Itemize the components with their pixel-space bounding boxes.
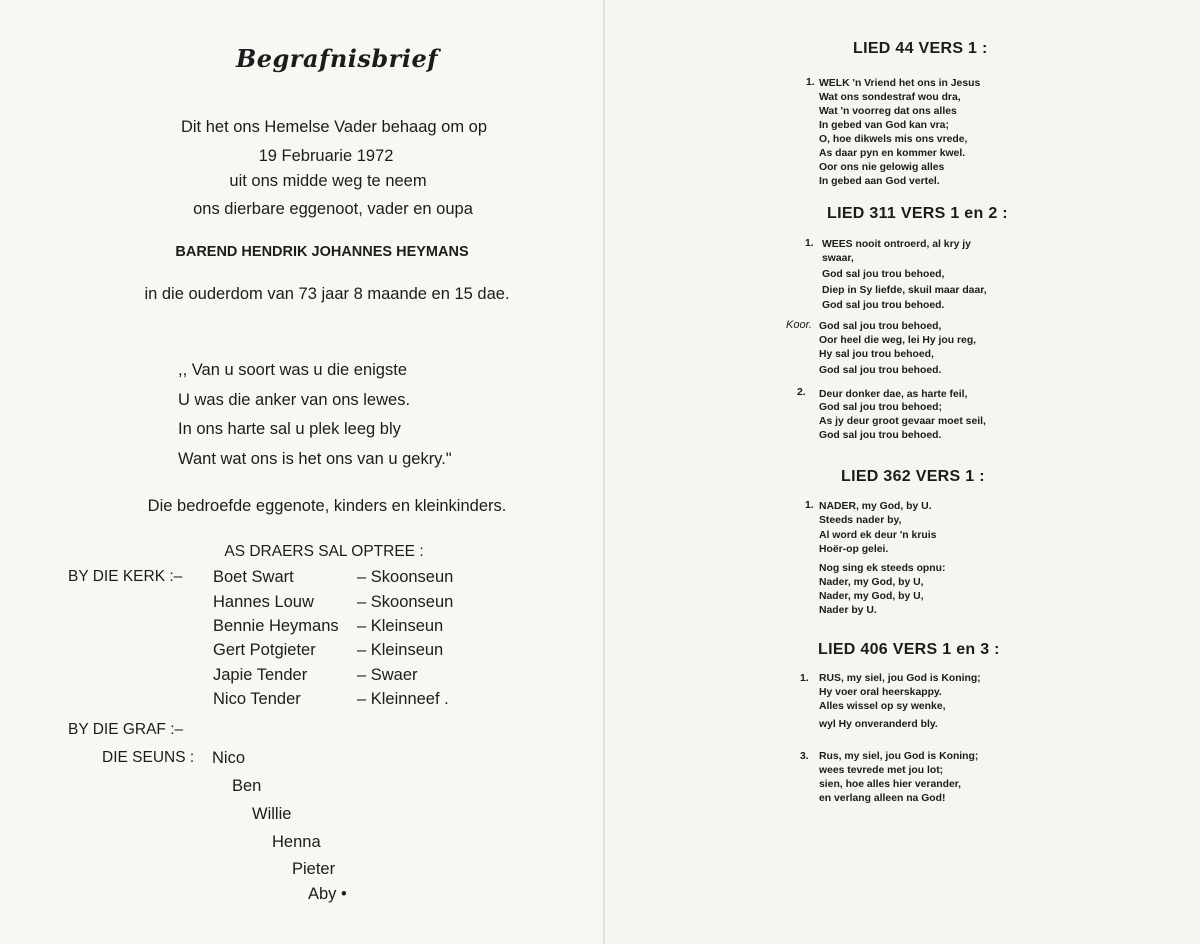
bearer-name: Japie Tender: [213, 666, 308, 684]
son-name: Henna: [272, 833, 321, 851]
hymn-line: WELK 'n Vriend het ons in Jesus: [819, 78, 981, 89]
son-name: Willie: [252, 805, 292, 823]
verse-number: 1.: [806, 77, 815, 88]
bearer-name: Bennie Heymans: [213, 617, 339, 635]
intro-line: Dit het ons Hemelse Vader behaag om op: [180, 118, 488, 136]
poem-line: Want wat ons is het ons van u gekry.": [178, 450, 452, 468]
hymn-heading: LIED 44 VERS 1 :: [853, 40, 988, 57]
intro-line: ons dierbare eggenoot, vader en oupa: [193, 200, 473, 218]
hymn-line: swaar,: [822, 253, 854, 264]
sons-label: DIE SEUNS :: [102, 749, 195, 766]
document-title: Begrafnisbrief: [235, 44, 439, 73]
hymn-line: Wat 'n voorreg dat ons alles: [819, 106, 957, 117]
hymn-line: Nader by U.: [819, 605, 877, 616]
page-fold: [603, 0, 605, 944]
verse-number: 1.: [800, 673, 809, 684]
hymn-line: In gebed van God kan vra;: [819, 120, 949, 131]
hymn-line: Nader, my God, by U,: [819, 577, 924, 588]
hymn-line: Oor ons nie gelowig alles: [819, 162, 945, 173]
hymn-line: Rus, my siel, jou God is Koning;: [819, 751, 979, 762]
son-name: Nico: [212, 749, 246, 767]
hymn-line: Al word ek deur 'n kruis: [819, 530, 937, 541]
chorus-label: Koor.: [786, 319, 812, 331]
hymn-line: God sal jou trou behoed.: [822, 300, 945, 311]
hymn-line: As jy deur groot gevaar moet seil,: [819, 416, 986, 427]
verse-number: 1.: [805, 500, 814, 511]
hymn-line: Oor heel die weg, lei Hy jou reg,: [819, 335, 977, 346]
hymn-line: God sal jou trou behoed.: [819, 430, 942, 441]
hymn-line: God sal jou trou behoed.: [819, 365, 942, 376]
hymn-line: As daar pyn en kommer kwel.: [819, 148, 966, 159]
hymn-line: RUS, my siel, jou God is Koning;: [819, 673, 981, 684]
bearer-relation: – Swaer: [357, 666, 418, 684]
hymn-line: Hoër-op gelei.: [819, 544, 889, 555]
hymn-line: God sal jou trou behoed,: [819, 321, 942, 332]
hymn-line: In gebed aan God vertel.: [819, 176, 940, 187]
hymn-line: en verlang alleen na God!: [819, 793, 946, 804]
deceased-name: BAREND HENDRIK JOHANNES HEYMANS: [175, 244, 469, 260]
bearer-name: Hannes Louw: [213, 593, 314, 611]
bearer-name: Nico Tender: [213, 690, 301, 708]
hymn-line: God sal jou trou behoed,: [822, 269, 945, 280]
bearer-relation: – Kleinneef .: [357, 690, 449, 708]
bearers-heading: AS DRAERS SAL OPTREE :: [224, 543, 424, 560]
son-name: Ben: [232, 777, 262, 795]
hymn-heading: LIED 362 VERS 1 :: [841, 468, 985, 485]
son-name: Aby •: [308, 885, 347, 903]
hymn-line: NADER, my God, by U.: [819, 501, 932, 512]
hymn-line: Steeds nader by,: [819, 515, 902, 526]
hymn-line: WEES nooit ontroerd, al kry jy: [822, 239, 971, 250]
hymn-line: Nader, my God, by U,: [819, 591, 924, 602]
hymn-line: sien, hoe alles hier verander,: [819, 779, 962, 790]
son-name: Pieter: [292, 860, 336, 878]
poem-line: ,, Van u soort was u die enigste: [178, 361, 407, 379]
hymn-line: wyl Hy onveranderd bly.: [819, 719, 938, 730]
intro-line: uit ons midde weg te neem: [229, 172, 427, 190]
hymn-line: God sal jou trou behoed;: [819, 402, 942, 413]
bearer-name: Gert Potgieter: [213, 641, 316, 659]
bearer-relation: – Kleinseun: [357, 641, 444, 659]
hymn-line: wees tevrede met jou lot;: [819, 765, 944, 776]
verse-number: 2.: [797, 387, 806, 398]
hymn-heading: LIED 406 VERS 1 en 3 :: [818, 641, 1000, 658]
verse-number: 3.: [800, 751, 809, 762]
mourners-line: Die bedroefde eggenote, kinders en kleinkinders.: [147, 497, 507, 515]
hymn-line: Alles wissel op sy wenke,: [819, 701, 946, 712]
hymn-line: Diep in Sy liefde, skuil maar daar,: [822, 285, 987, 296]
bearer-relation: – Skoonseun: [357, 568, 454, 586]
hymn-line: O, hoe dikwels mis ons vrede,: [819, 134, 968, 145]
hymn-line: Deur donker dae, as harte feil,: [819, 389, 968, 400]
bearer-relation: – Kleinseun: [357, 617, 444, 635]
bearer-relation: – Skoonseun: [357, 593, 454, 611]
hymn-line: Hy voer oral heerskappy.: [819, 687, 942, 698]
church-label: BY DIE KERK :–: [68, 568, 183, 585]
hymn-line: Hy sal jou trou behoed,: [819, 349, 934, 360]
verse-number: 1.: [805, 238, 814, 249]
hymn-line: Nog sing ek steeds opnu:: [819, 563, 946, 574]
death-date: 19 Februarie 1972: [258, 147, 394, 165]
age-line: in die ouderdom van 73 jaar 8 maande en 15 dae.: [144, 285, 510, 303]
hymn-line: Wat ons sondestraf wou dra,: [819, 92, 961, 103]
poem-line: In ons harte sal u plek leeg bly: [178, 420, 401, 438]
bearer-name: Boet Swart: [213, 568, 294, 586]
poem-line: U was die anker van ons lewes.: [178, 391, 411, 409]
grave-label: BY DIE GRAF :–: [68, 721, 184, 738]
hymn-heading: LIED 311 VERS 1 en 2 :: [827, 205, 1008, 222]
